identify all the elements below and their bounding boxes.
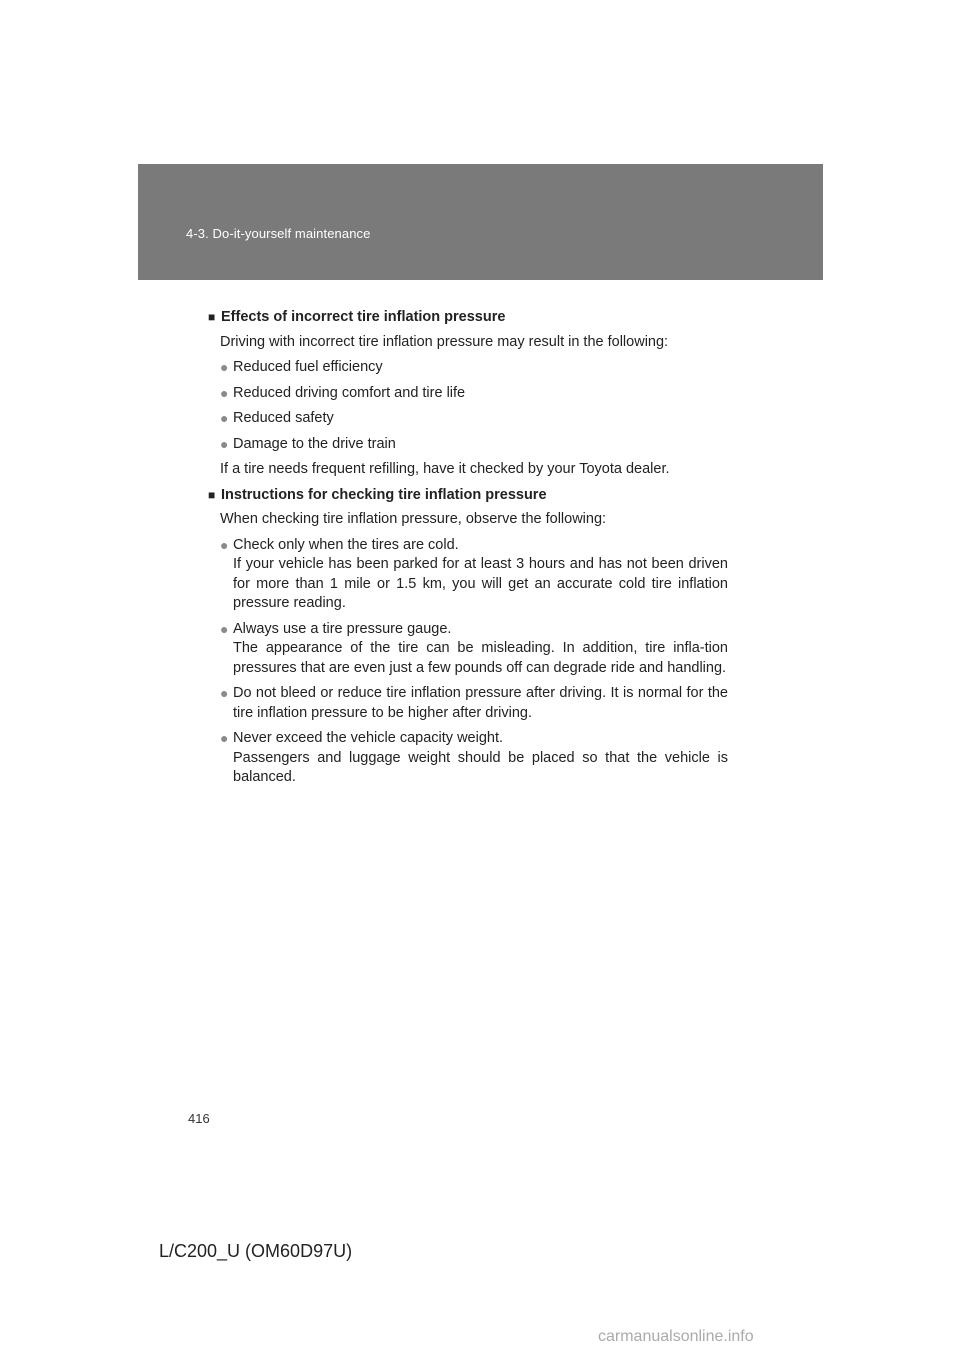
page-content xyxy=(208,308,728,794)
section-heading-text: Effects of incorrect tire inflation pressure xyxy=(221,309,506,325)
list-item-text xyxy=(233,620,728,679)
square-bullet-icon: ■ xyxy=(208,487,216,502)
list-item xyxy=(220,358,728,378)
circle-bullet-icon: ● xyxy=(220,620,229,637)
list-item-text xyxy=(233,536,728,614)
circle-bullet-icon: ● xyxy=(220,730,229,746)
list-item-detail: If your vehicle has been parked for at least 3 hours and has not been driven for more than 1 mile or 1.5 km, you will get an accurate cold tire inflation pressure reading. xyxy=(233,556,728,611)
list-item xyxy=(220,684,728,723)
list-item-text xyxy=(233,729,728,788)
circle-bullet-icon: ● xyxy=(220,685,229,701)
list-item-text: Reduced fuel efficiency xyxy=(233,359,383,375)
list-item-text: Damage to the drive train xyxy=(233,435,396,452)
list-item-text: Reduced driving comfort and tire life xyxy=(233,384,466,401)
list-item xyxy=(220,384,728,404)
list-item xyxy=(220,435,728,455)
list-item-text: Reduced safety xyxy=(233,410,334,426)
section-intro: Driving with incorrect tire inflation pressure may result in the following: xyxy=(220,333,669,350)
section-header-band xyxy=(138,164,823,280)
circle-bullet-icon: ● xyxy=(220,410,229,426)
watermark: carmanualsonline.info xyxy=(598,1328,754,1345)
circle-bullet-icon: ● xyxy=(220,384,229,401)
circle-bullet-icon: ● xyxy=(220,435,229,452)
section-heading-text: Instructions for checking tire inflation pressure xyxy=(221,486,547,503)
list-item xyxy=(220,409,728,429)
list-item xyxy=(220,536,728,614)
section-heading xyxy=(208,308,728,328)
section-intro: When checking tire inflation pressure, observe the following: xyxy=(220,511,607,527)
page-number: 416 xyxy=(188,1111,210,1126)
section-heading xyxy=(208,486,728,506)
list-item xyxy=(220,729,728,788)
list-item-text: Do not bleed or reduce tire inflation pressure after driving. It is normal for the tire inflation pressure to be higher after driving. xyxy=(233,685,728,721)
list-item-detail: Passengers and luggage weight should be placed so that the vehicle is balanced. xyxy=(233,749,728,785)
list-item-title: Always use a tire pressure gauge. xyxy=(233,620,452,637)
section-title: 4-3. Do-it-yourself maintenance xyxy=(186,226,371,241)
list-item-title: Never exceed the vehicle capacity weight. xyxy=(233,730,504,746)
footer-code: L/C200_U (OM60D97U) xyxy=(159,1241,353,1261)
list-item xyxy=(220,620,728,679)
list-item-title: Check only when the tires are cold. xyxy=(233,536,459,553)
circle-bullet-icon: ● xyxy=(220,536,229,553)
list-item-detail: The appearance of the tire can be misleading. In addition, tire infla-tion pressures that are even just a few pounds off can degrade ride and handling. xyxy=(233,640,728,676)
square-bullet-icon: ■ xyxy=(208,310,216,324)
circle-bullet-icon: ● xyxy=(220,359,229,375)
section-outro: If a tire needs frequent refilling, have it checked by your Toyota dealer. xyxy=(220,461,670,477)
